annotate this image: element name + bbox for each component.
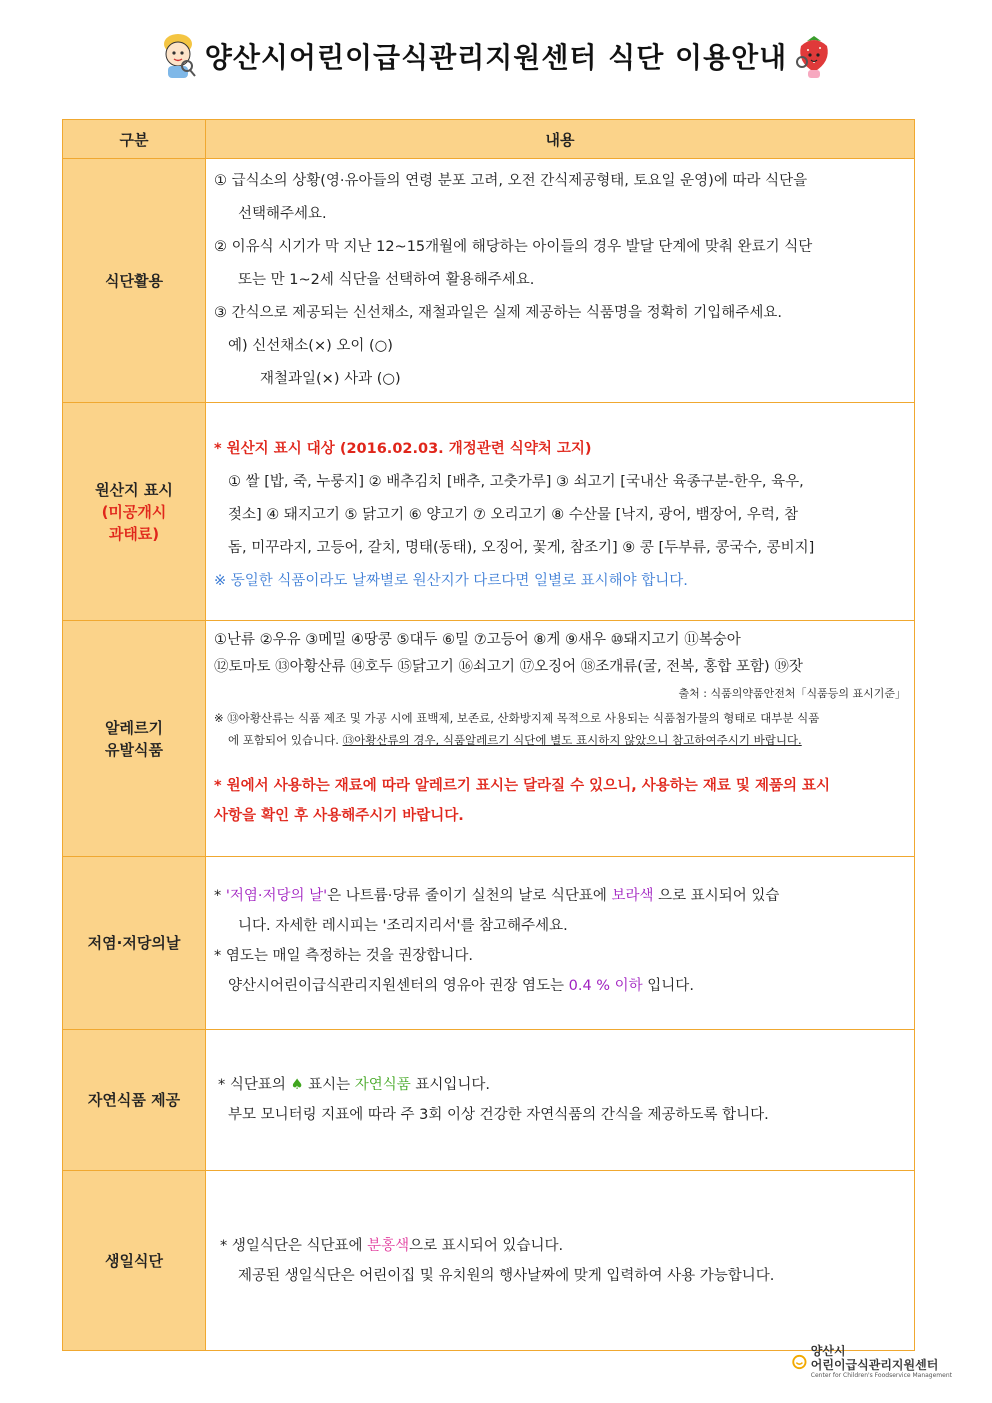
origin-line-2: 젖소] ④ 돼지고기 ⑤ 닭고기 ⑥ 양고기 ⑦ 오리고기 ⑧ 수산물 [낙지, 광어, 뱀장어, 우럭, 참: [228, 507, 799, 523]
category-origin: [63, 403, 206, 621]
row-usage: [63, 159, 915, 403]
usage-line-2: 선택해주세요.: [238, 206, 327, 222]
header-content: 내용: [206, 120, 915, 159]
natural-text-1: * 식단표의: [218, 1077, 291, 1093]
allergy-note-line-2: [214, 729, 906, 751]
lowsalt-salinity-end: 입니다.: [642, 978, 694, 994]
category-usage: 식단활용: [63, 159, 206, 403]
boy-mascot-icon: [157, 32, 199, 80]
origin-heading: * 원산지 표시 대상 (2016.02.03. 개정관련 식약처 고지): [214, 441, 592, 457]
birthday-text-1: * 생일식단은 식단표에: [220, 1237, 368, 1254]
content-usage: [206, 159, 915, 403]
row-lowsalt: [63, 857, 915, 1030]
origin-note: ※ 동일한 식품이라도 날짜별로 원산지가 다르다면 일별로 표시해야 합니다.: [214, 573, 688, 589]
allergy-source: 출처 : 식품의약품안전처「식품등의 표시기준」: [678, 687, 906, 700]
table-header-row: [63, 120, 915, 159]
origin-category-title: 원산지 표시: [95, 480, 173, 499]
natural-food-label: 자연식품: [354, 1077, 411, 1093]
lowsalt-bullet: *: [214, 888, 226, 904]
spade-icon: ♠: [290, 1077, 304, 1093]
center-logo: [792, 1341, 952, 1383]
lowsalt-purple-word: 보라색: [611, 888, 654, 904]
lowsalt-text-1: 은 나트륨·당류 줄이기 실천의 날로 식단표에: [327, 888, 612, 904]
usage-line-1: ① 급식소의 상황(영·유아들의 연령 분포 고려, 오전 간식제공형태, 토요일 운영)에 따라 식단을: [214, 173, 808, 189]
info-table: [62, 119, 915, 1351]
logo-english: Center for Children's Foodservice Management: [810, 1372, 952, 1379]
logo-center-name: 어린이급식관리지원센터: [810, 1358, 939, 1372]
lowsalt-text-2: 으로 표시되어 있습: [653, 888, 780, 904]
category-allergy: [63, 621, 206, 857]
allergy-note-text: 에 포함되어 있습니다.: [228, 733, 343, 747]
natural-line-1: [218, 1070, 906, 1100]
usage-line-3: ② 이유식 시기가 막 지난 12~15개월에 해당하는 아이들의 경우 발달 단계에 맞춰 완료기 식단: [214, 239, 813, 255]
lowsalt-line-4: [214, 971, 906, 1001]
content-lowsalt: [206, 857, 915, 1030]
lowsalt-line-1: [214, 881, 906, 911]
usage-line-6: 예) 신선채소(×) 오이 (○): [228, 338, 393, 354]
allergy-warning-line-1: * 원에서 사용하는 재료에 따라 알레르기 표시는 달라질 수 있으니, 사용하는 재료 및 제품의 표시: [214, 778, 831, 794]
birthday-text-2: 으로 표시되어 있습니다.: [409, 1237, 564, 1254]
lowsalt-line-2: 니다. 자세한 레시피는 '조리지리서'를 참고해주세요.: [238, 918, 568, 934]
allergy-note-underlined: ⑬아황산류의 경우, 식품알레르기 식단에 별도 표시하지 않았으니 참고하여주시기 바랍니다.: [342, 733, 802, 747]
origin-line-1: ① 쌀 [밥, 죽, 누룽지] ② 배추김치 [배추, 고춧가루] ③ 쇠고기 [국내산 육종구분-한우, 육우,: [228, 474, 804, 490]
logo-text: [811, 1344, 952, 1380]
allergy-category-line-2: 유발식품: [105, 740, 163, 759]
allergy-list-line-1: ①난류 ②우유 ③메밀 ④땅콩 ⑤대두 ⑥밀 ⑦고등어 ⑧게 ⑨새우 ⑩돼지고기 ⑪복숭아: [214, 632, 741, 648]
strawberry-mascot-icon: [793, 32, 835, 80]
logo-city: 양산시: [810, 1344, 846, 1358]
content-origin: [206, 403, 915, 621]
natural-text-3: 표시입니다.: [410, 1077, 491, 1093]
lowsalt-line-3: * 염도는 매일 측정하는 것을 권장합니다.: [214, 948, 474, 964]
content-natural: [206, 1030, 915, 1171]
allergy-warning-line-2: 사항을 확인 후 사용해주시기 바랍니다.: [214, 808, 464, 824]
category-birthday: 생일식단: [63, 1171, 206, 1351]
allergy-note-line-1: ※ ⑬아황산류는 식품 제조 및 가공 시에 표백제, 보존료, 산화방지제 목적으로 사용되는 식품첨가물의 형태로 대부분 식품: [214, 711, 820, 725]
row-birthday: [63, 1171, 915, 1351]
category-lowsalt: 저염·저당의날: [63, 857, 206, 1030]
header-category: 구분: [63, 120, 206, 159]
birthday-line-2: 제공된 생일식단은 어린이집 및 유치원의 행사날짜에 맞게 입력하여 사용 가능합니다.: [238, 1267, 775, 1284]
page-title: 양산시어린이급식관리지원센터 식단 이용안내: [204, 41, 788, 74]
row-allergy: [63, 621, 915, 857]
row-origin: [63, 403, 915, 621]
origin-category-note-2: 과태료): [108, 524, 160, 543]
allergy-category-line-1: 알레르기: [105, 718, 163, 737]
origin-line-3: 돔, 미꾸라지, 고등어, 갈치, 명태(동태), 오징어, 꽃게, 참조기] ⑨ 콩 [두부류, 콩국수, 콩비지]: [228, 540, 815, 556]
lowsalt-salinity-text: 양산시어린이급식관리지원센터의 영유아 권장 염도는: [228, 978, 569, 994]
origin-category-note-1: (미공개시: [101, 502, 167, 521]
smile-logo-icon: [792, 1350, 807, 1374]
natural-text-2: 표시는: [303, 1077, 355, 1093]
usage-line-7: 재철과일(×) 사과 (○): [260, 371, 401, 387]
content-allergy: [206, 621, 915, 857]
row-natural: [63, 1030, 915, 1171]
birthday-pink-word: 분홍색: [367, 1237, 410, 1254]
birthday-line-1: [220, 1231, 906, 1261]
allergy-list-line-2: ⑫토마토 ⑬아황산류 ⑭호두 ⑮닭고기 ⑯쇠고기 ⑰오징어 ⑱조개류(굴, 전복, 홍합 포함) ⑲잣: [214, 659, 803, 675]
content-birthday: [206, 1171, 915, 1351]
title-row: [0, 26, 992, 86]
usage-line-5: ③ 간식으로 제공되는 신선채소, 재철과일은 실제 제공하는 식품명을 정확히 기입해주세요.: [214, 305, 782, 321]
category-natural: 자연식품 제공: [63, 1030, 206, 1171]
usage-line-4: 또는 만 1~2세 식단을 선택하여 활용해주세요.: [238, 272, 535, 288]
lowsalt-day-label: '저염·저당의 날': [225, 888, 328, 904]
natural-line-2: 부모 모니터링 지표에 따라 주 3회 이상 건강한 자연식품의 간식을 제공하도록 합니다.: [228, 1107, 769, 1123]
lowsalt-salinity-value: 0.4 % 이하: [568, 978, 643, 994]
